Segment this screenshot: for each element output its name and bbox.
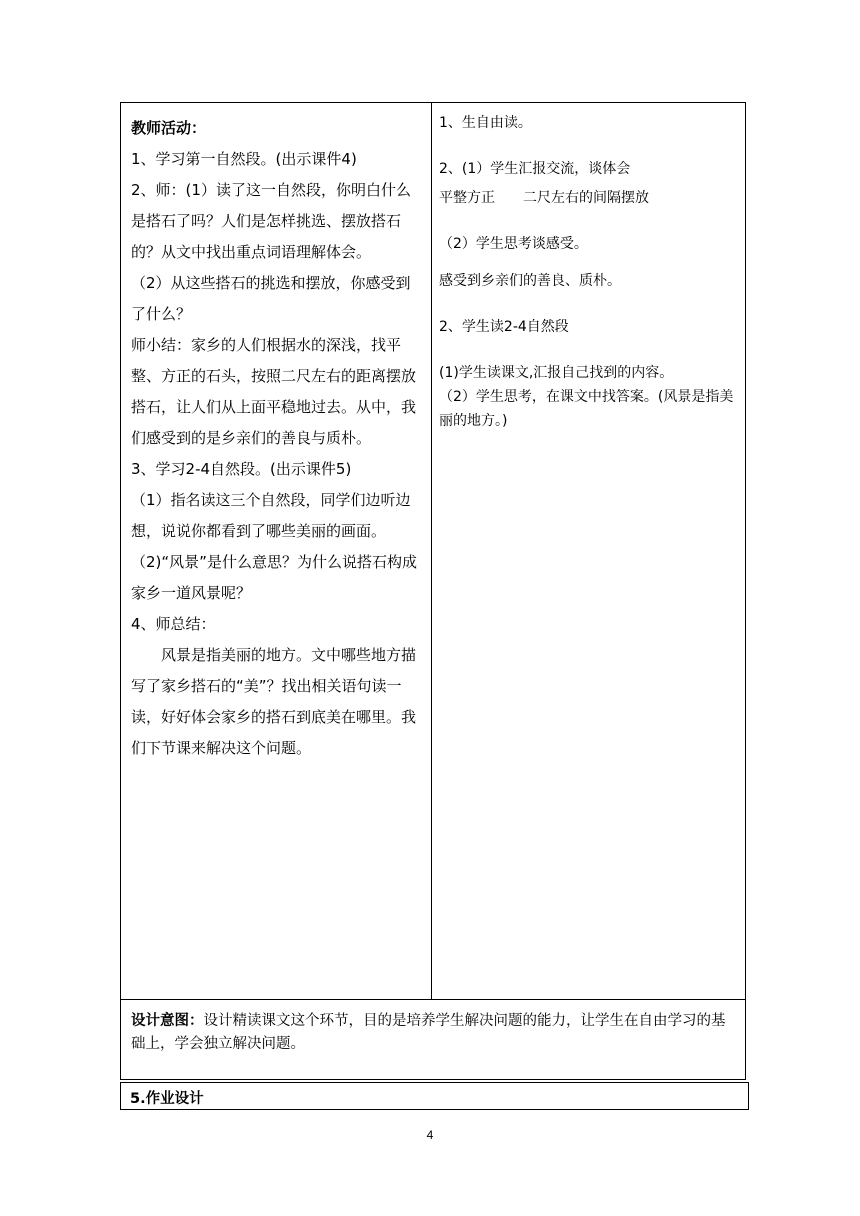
teacher-line: （2)“风景”是什么意思？为什么说搭石构成家乡一道风景呢？ — [131, 553, 417, 602]
design-intent-cell — [121, 999, 745, 1079]
student-line: 2、(1）学生汇报交流，谈体会 — [439, 161, 631, 177]
student-line: （2）学生思考，在课文中找答案。(风景是指美丽的地方。) — [439, 389, 734, 429]
homework-section-header — [120, 1082, 749, 1110]
teacher-line: 2、师：(1）读了这一自然段，你明白什么是搭石了吗？人们是怎样挑选、摆放搭石的？从文中找出重点词语理解体会。 — [131, 181, 411, 261]
teacher-line: 3、学习2-4自然段。(出示课件5) — [131, 460, 352, 478]
teacher-summary-paragraph: 风景是指美丽的地方。文中哪些地方描写了家乡搭石的“美”？找出相关语句读一读，好好体会家乡的搭石到底美在哪里。我们下节课来解决这个问题。 — [131, 646, 417, 757]
page-number: 4 — [426, 1128, 434, 1142]
teacher-activity-heading: 教师活动： — [131, 119, 207, 137]
student-line: 平整方正 二尺左右的间隔摆放 — [439, 190, 649, 206]
teacher-line: 师小结：家乡的人们根据水的深浅，找平整、方正的石头，按照二尺左右的距离摆放搭石，让人们从上面平稳地过去。从中，我们感受到的是乡亲们的善良与质朴。 — [131, 336, 417, 447]
design-intent-text: 设计精读课文这个环节，目的是培养学生解决问题的能力，让学生在自由学习的基础上，学会独立解决问题。 — [131, 1013, 726, 1052]
teacher-line: 4、师总结： — [131, 615, 216, 633]
student-line: 2、学生读2-4自然段 — [439, 319, 569, 335]
student-line: 感受到乡亲们的善良、质朴。 — [439, 273, 621, 289]
student-activity-cell — [432, 103, 745, 999]
lesson-table — [120, 102, 746, 1080]
design-intent-label: 设计意图： — [131, 1013, 204, 1029]
student-line: 1、生自由读。 — [439, 115, 532, 131]
teacher-line: （2）从这些搭石的挑选和摆放，你感受到了什么？ — [131, 274, 411, 323]
homework-title: 5.作业设计 — [130, 1091, 204, 1107]
teacher-activity-cell — [121, 103, 432, 999]
teacher-line: （1）指名读这三个自然段，同学们边听边想，说说你都看到了哪些美丽的画面。 — [131, 491, 411, 540]
teacher-line: 1、学习第一自然段。(出示课件4) — [131, 150, 357, 168]
student-line: （2）学生思考谈感受。 — [439, 236, 588, 252]
student-line: (1)学生读课文,汇报自己找到的内容。 — [439, 365, 674, 381]
